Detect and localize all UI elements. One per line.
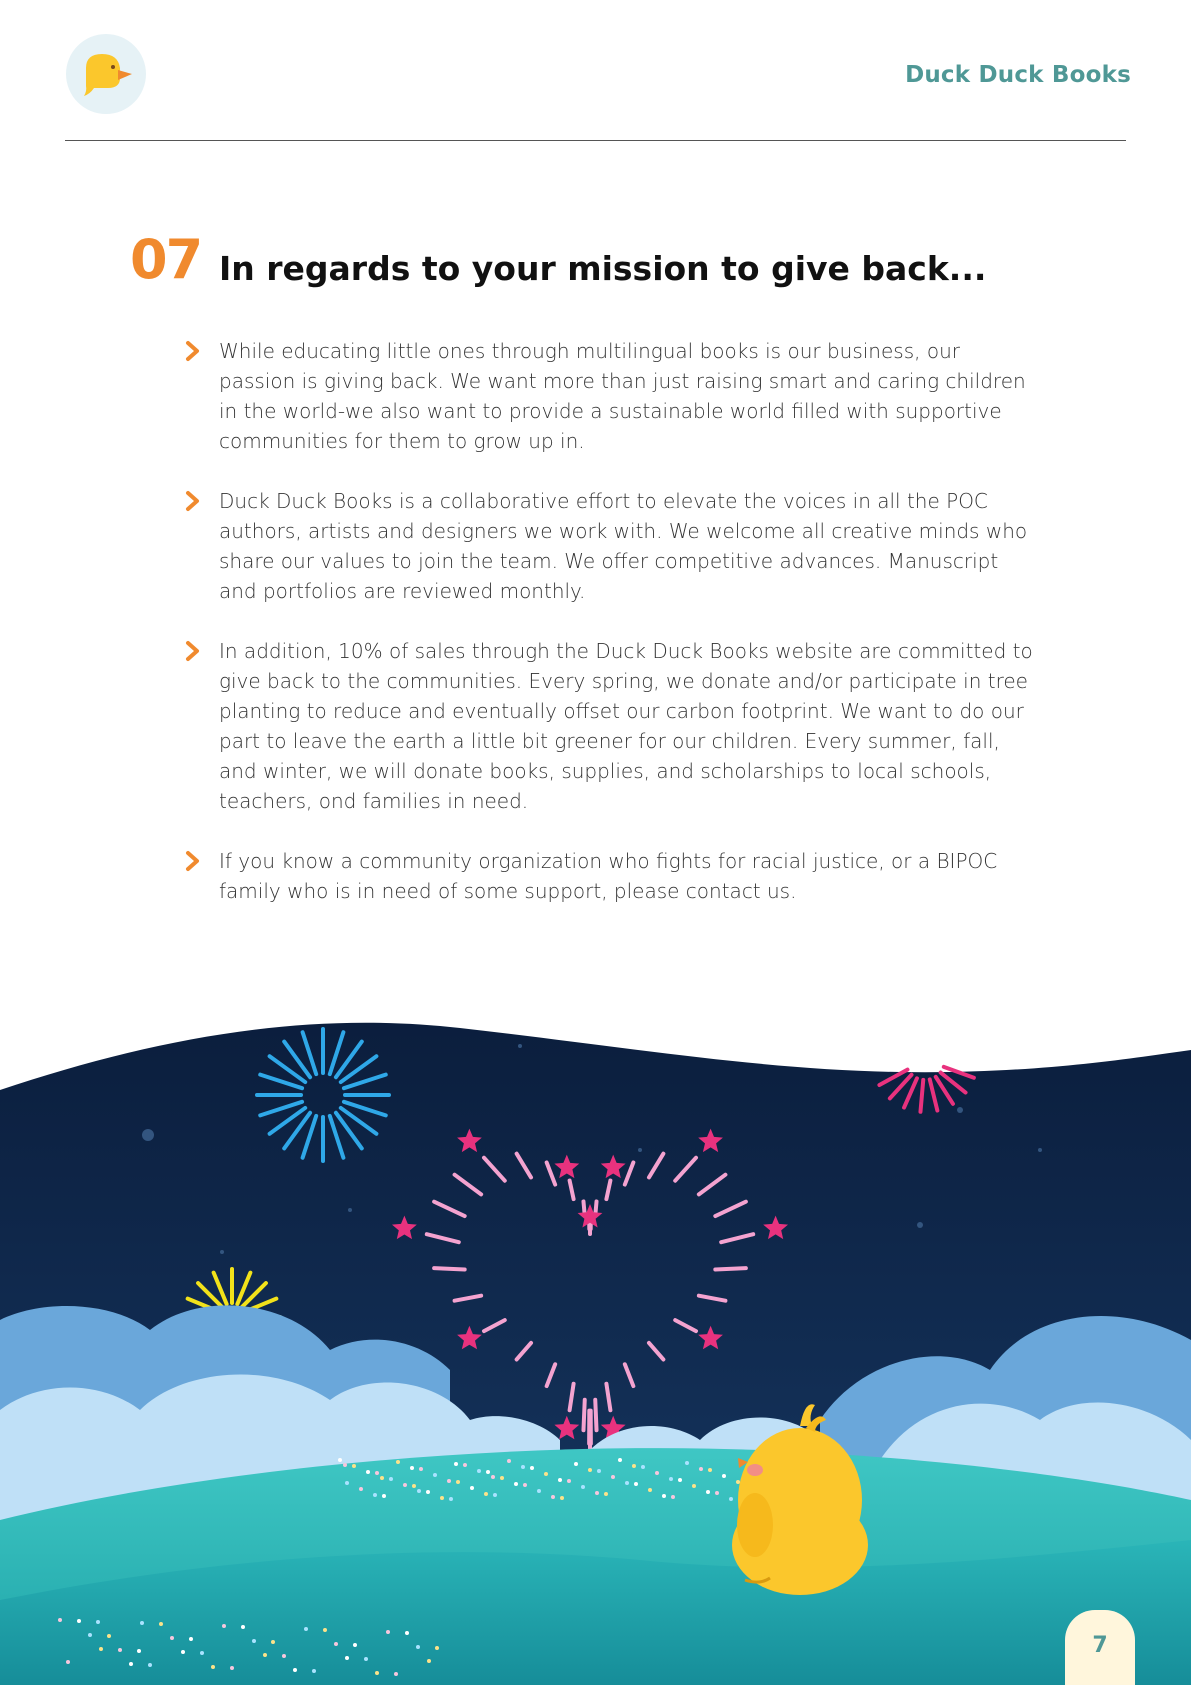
list-item	[184, 336, 1034, 456]
sparkle-dot	[447, 1479, 451, 1483]
sparkle-dot	[148, 1663, 152, 1667]
sparkle-dot	[241, 1625, 245, 1629]
sparkle-dot	[99, 1647, 103, 1651]
sparkle-dot	[159, 1622, 163, 1626]
sparkle-dot	[170, 1636, 174, 1640]
sparkle-dot	[500, 1476, 504, 1480]
sparkle-dot	[632, 1464, 636, 1468]
list-item	[184, 486, 1034, 606]
sparkle-dot	[597, 1469, 601, 1473]
sparkle-dot	[574, 1462, 578, 1466]
sparkle-dot	[544, 1472, 548, 1476]
sparkle-dot	[88, 1633, 92, 1637]
sparkle-dot	[454, 1462, 458, 1466]
brand-name: Duck Duck Books	[905, 62, 1131, 88]
sparkle-dot	[736, 1480, 740, 1484]
sparkle-dot	[558, 1478, 562, 1482]
sparkle-dot	[419, 1467, 423, 1471]
sparkle-dot	[118, 1648, 122, 1652]
sparkle-dot	[200, 1651, 204, 1655]
section-title: In regards to your mission to give back...	[219, 249, 987, 288]
sparkle-dot	[435, 1646, 439, 1650]
bullet-text: Duck Duck Books is a collaborative effort to elevate the voices in all the POC authors, artists and designers we work with. We welcome all creative minds who share our values to join the team. We offer competitive advances. Manuscript and portfolios are reviewed monthly.	[219, 489, 1028, 603]
sparkle-dot	[426, 1490, 430, 1494]
sparkle-dot	[514, 1482, 518, 1486]
bullet-text: If you know a community organization who fights for racial justice, or a BIPOC family who is in need of some support, please contact us.	[219, 849, 998, 903]
firework-spark	[920, 1080, 923, 1112]
fireworks-illustration	[0, 1000, 1191, 1685]
sparkle-dot	[416, 1645, 420, 1649]
sparkle-dot	[364, 1657, 368, 1661]
sparkle-dot	[486, 1470, 490, 1474]
sparkle-dot	[343, 1463, 347, 1467]
section-number: 07	[130, 228, 202, 291]
sparkle-dot	[417, 1489, 421, 1493]
sparkle-dot	[729, 1497, 733, 1501]
sparkle-dot	[282, 1654, 286, 1658]
sparkle-dot	[353, 1643, 357, 1647]
sparkle-dot	[338, 1458, 342, 1462]
sparkle-dot	[394, 1672, 398, 1676]
sparkle-dot	[567, 1479, 571, 1483]
chevron-right-icon	[184, 340, 202, 362]
page-number: 7	[1092, 1633, 1108, 1658]
sparkle-dot	[380, 1476, 384, 1480]
sparkle-dot	[523, 1483, 527, 1487]
sparkle-dot	[211, 1665, 215, 1669]
sparkle-dot	[456, 1480, 460, 1484]
bullet-list	[184, 336, 1034, 936]
page-number-tab	[1065, 1610, 1135, 1685]
sparkle-dot	[77, 1619, 81, 1623]
sparkle-dot	[537, 1489, 541, 1493]
sparkle-dot	[396, 1460, 400, 1464]
sparkle-dot	[551, 1495, 555, 1499]
sparkle-dot	[366, 1470, 370, 1474]
chevron-right-icon	[184, 490, 202, 512]
sparkle-dot	[181, 1650, 185, 1654]
sparkle-dot	[140, 1621, 144, 1625]
sparkle-dot	[189, 1637, 193, 1641]
sparkle-dot	[58, 1618, 62, 1622]
sparkle-dot	[66, 1660, 70, 1664]
sparkle-dot	[230, 1666, 234, 1670]
sparkle-dot	[685, 1461, 689, 1465]
sparkle-dot	[222, 1624, 226, 1628]
sparkle-dot	[304, 1627, 308, 1631]
sparkle-dot	[625, 1481, 629, 1485]
sparkle-dot	[375, 1471, 379, 1475]
sparkle-dot	[137, 1649, 141, 1653]
sparkle-dot	[410, 1466, 414, 1470]
sparkle-dot	[382, 1494, 386, 1498]
sparkle-dot	[389, 1477, 393, 1481]
sparkle-dot	[595, 1491, 599, 1495]
sparkle-dot	[604, 1492, 608, 1496]
bullet-text: In addition, 10% of sales through the Duck Duck Books website are committed to give back to the communities. Every spring, we donate and/or participate in tree planting to reduce and eventually offset our carbon footprint. We want to do our part to leave the earth a little bit greener for our children. Every summer, fall, and winter, we will donate books, supplies, and scholarships to local schools, teachers, ond families in need.	[219, 639, 1033, 813]
sparkle-dot	[560, 1496, 564, 1500]
sparkle-dot	[263, 1653, 267, 1657]
sparkle-dot	[678, 1478, 682, 1482]
sparkle-dot	[345, 1656, 349, 1660]
sparkle-dot	[648, 1488, 652, 1492]
sparkle-dot	[588, 1468, 592, 1472]
sparkle-dot	[433, 1473, 437, 1477]
sparkle-dot	[463, 1463, 467, 1467]
sparkle-dot	[323, 1628, 327, 1632]
sparkle-dot	[96, 1620, 100, 1624]
sparkle-dot	[373, 1493, 377, 1497]
sparkle-dot	[521, 1465, 525, 1469]
sparkle-dot	[581, 1485, 585, 1489]
sparkle-dot	[440, 1496, 444, 1500]
firework-spark	[583, 1400, 584, 1430]
sparkle-dot	[669, 1477, 673, 1481]
sparkle-dot	[641, 1465, 645, 1469]
sparkle-dot	[312, 1669, 316, 1673]
sparkle-dot	[662, 1494, 666, 1498]
sparkle-dot	[293, 1668, 297, 1672]
sparkle-dot	[715, 1491, 719, 1495]
sparkle-dot	[412, 1484, 416, 1488]
sparkle-dot	[722, 1474, 726, 1478]
sparkle-dot	[403, 1483, 407, 1487]
sparkle-dot	[129, 1662, 133, 1666]
bullet-text: While educating little ones through multilingual books is our business, our passion is giving back. We want more than just raising smart and caring children in the world-we also want to provide a sustainable world filled with supportive communities for them to grow up in.	[219, 339, 1026, 453]
sparkle-dot	[699, 1467, 703, 1471]
sparkle-dot	[491, 1475, 495, 1479]
header-divider	[65, 140, 1126, 141]
chevron-right-icon	[184, 640, 202, 662]
sparkle-dot	[477, 1469, 481, 1473]
list-item	[184, 846, 1034, 906]
sparkle-dot	[706, 1490, 710, 1494]
sparkle-dot	[634, 1482, 638, 1486]
sparkle-dot	[359, 1487, 363, 1491]
sparkle-dot	[493, 1493, 497, 1497]
sparkle-dot	[470, 1486, 474, 1490]
sparkle-dot	[618, 1458, 622, 1462]
firework-spark	[595, 1400, 596, 1430]
sparkle-dot	[345, 1481, 349, 1485]
sparkle-dot	[334, 1642, 338, 1646]
sparkle-dot	[427, 1659, 431, 1663]
sparkle-dot	[484, 1492, 488, 1496]
sparkle-dot	[386, 1630, 390, 1634]
firework-spark	[434, 1268, 465, 1269]
sparkle-dot	[405, 1631, 409, 1635]
sparkle-dot	[271, 1640, 275, 1644]
sparkle-dot	[692, 1484, 696, 1488]
duck-logo-icon	[66, 34, 146, 114]
sparkle-dot	[671, 1495, 675, 1499]
sparkle-dot	[352, 1464, 356, 1468]
sparkle-dot	[507, 1459, 511, 1463]
list-item	[184, 636, 1034, 816]
sparkle-dot	[449, 1497, 453, 1501]
sparkle-dot	[252, 1639, 256, 1643]
sparkle-dot	[375, 1671, 379, 1675]
sparkle-dot	[708, 1468, 712, 1472]
sparkle-dot	[611, 1475, 615, 1479]
sparkle-dot	[107, 1634, 111, 1638]
chevron-right-icon	[184, 850, 202, 872]
firework-spark	[715, 1268, 746, 1269]
sparkle-dot	[530, 1466, 534, 1470]
sparkle-dot	[655, 1471, 659, 1475]
